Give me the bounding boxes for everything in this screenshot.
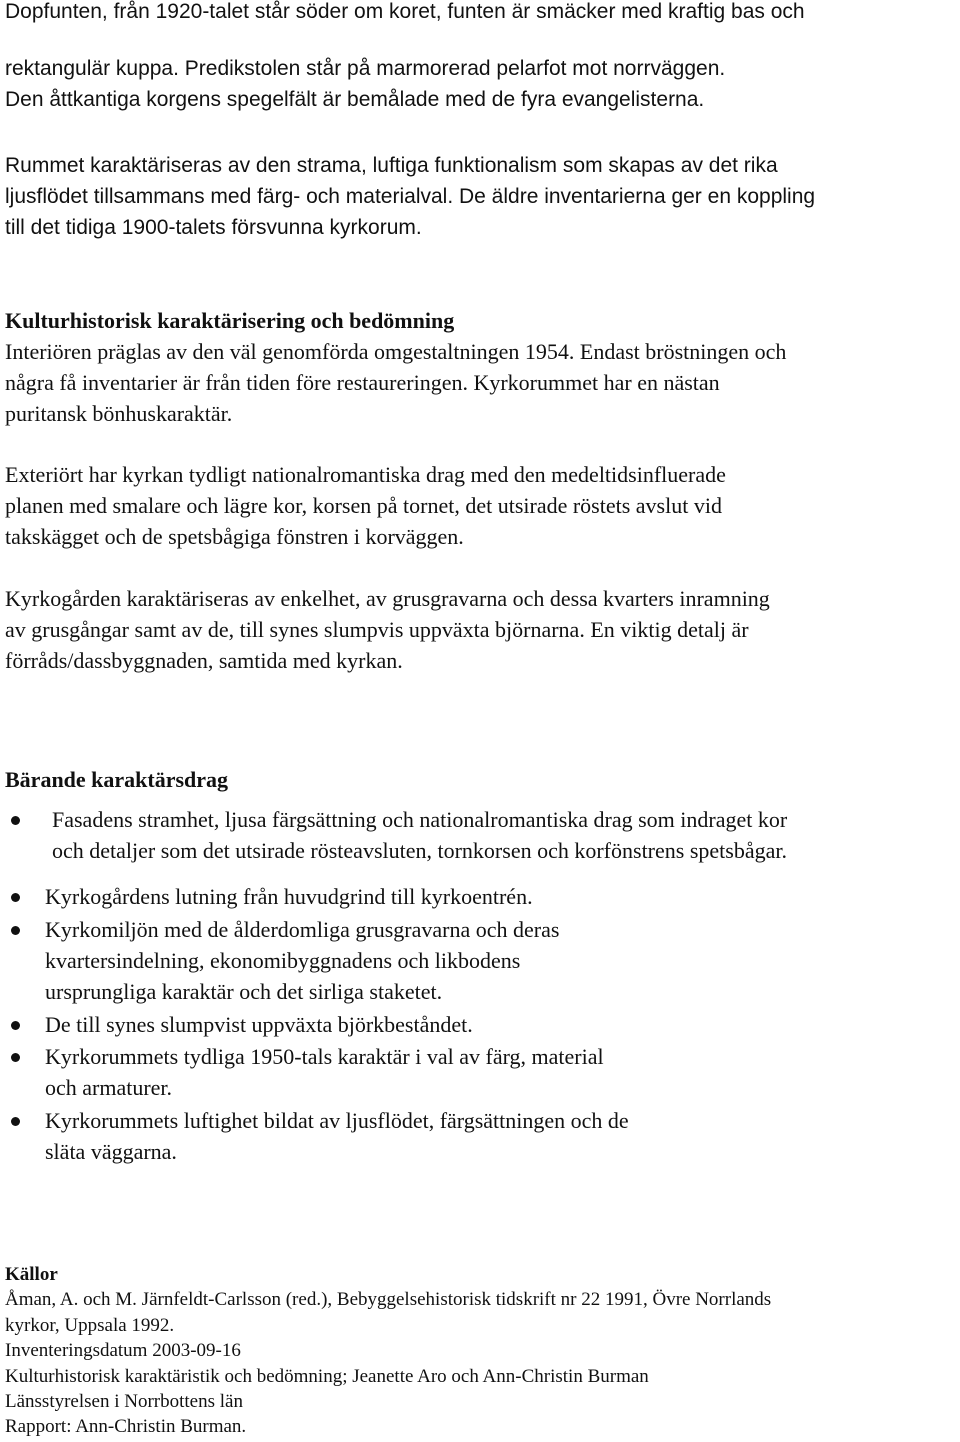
list-item-line: Kyrkorummets tydliga 1950-tals karaktär i val av färg, material [45,1044,604,1069]
list-item-line: och detaljer som det utsirade rösteavsluten, tornkorsen och korfönstrens spetsbågar. [52,838,787,863]
list-item-line: Fasadens stramhet, ljusa färgsättning och nationalromantiska drag som indraget kor [52,807,788,832]
bullet-icon [11,926,20,935]
list-item-line: De till synes slumpvist uppväxta björkbeståndet. [45,1012,473,1037]
source-line: Länsstyrelsen i Norrbottens län [5,1391,243,1412]
list-item-line: ursprungliga karaktär och det sirliga staketet. [45,979,443,1004]
list-item-line: och armaturer. [45,1075,173,1100]
list-item-line: Kyrkorummets luftighet bildat av ljusflödet, färgsättningen och de [45,1108,629,1133]
room-line: Rummet karaktäriseras av den strama, luftiga funktionalism som skapas av det rika [5,154,778,177]
paragraph-line: Exteriört har kyrkan tydligt nationalromantiska drag med den medeltidsinfluerade [5,462,726,487]
bullet-icon [11,816,20,825]
paragraph-line: av grusgångar samt av de, till synes slumpvis uppväxta björnarna. En viktig detalj är [5,617,749,642]
source-line: Kulturhistorisk karaktäristik och bedömning; Jeanette Aro och Ann-Christin Burman [5,1366,649,1387]
list-item-line: Kyrkogårdens lutning från huvudgrind till kyrkoentrén. [45,884,533,909]
paragraph-line: Interiören präglas av den väl genomförda omgestaltningen 1954. Endast bröstningen och [5,339,787,364]
intro-line: Den åttkantiga korgens spegelfält är bemålade med de fyra evangelisterna. [5,88,705,111]
source-line: Åman, A. och M. Järnfeldt-Carlsson (red.), Bebyggelsehistorisk tidskrift nr 22 1991, Övre Norrlands [5,1289,772,1310]
bullet-icon [11,1117,20,1126]
intro-line: rektangulär kuppa. Predikstolen står på marmorerad pelarfot mot norrväggen. [5,57,726,80]
intro-line: Dopfunten, från 1920-talet står söder om koret, funten är smäcker med kraftig bas och [5,0,805,23]
sources-heading: Källor [5,1264,58,1285]
list-item-line: Kyrkomiljön med de ålderdomliga grusgravarna och deras [45,917,560,942]
paragraph-line: några få inventarier är från tiden före restaureringen. Kyrkorummet har en nästan [5,370,720,395]
room-line: ljusflödet tillsammans med färg- och materialval. De äldre inventarierna ger en koppling [5,185,816,208]
paragraph-line: Kyrkogården karaktäriseras av enkelhet, av grusgravarna och dessa kvarters inramning [5,586,770,611]
source-line: Inventeringsdatum 2003-09-16 [5,1340,241,1361]
assessment-heading: Kulturhistorisk karaktärisering och bedömning [5,308,455,333]
bullet-icon [11,1053,20,1062]
bullet-icon [11,893,20,902]
paragraph-line: förråds/dassbyggnaden, samtida med kyrkan. [5,648,403,673]
paragraph-line: takskägget och de spetsbågiga fönstren i korväggen. [5,524,464,549]
source-line: kyrkor, Uppsala 1992. [5,1315,175,1336]
room-line: till det tidiga 1900-talets försvunna kyrkorum. [5,216,422,239]
paragraph-line: planen med smalare och lägre kor, korsen på tornet, det utsirade röstets avslut vid [5,493,722,518]
bullet-icon [11,1021,20,1030]
features-heading: Bärande karaktärsdrag [5,767,229,792]
source-line: Rapport: Ann-Christin Burman. [5,1416,247,1437]
list-item-line: släta väggarna. [45,1139,177,1164]
paragraph-line: puritansk bönhuskaraktär. [5,401,233,426]
list-item-line: kvartersindelning, ekonomibyggnadens och likbodens [45,948,521,973]
